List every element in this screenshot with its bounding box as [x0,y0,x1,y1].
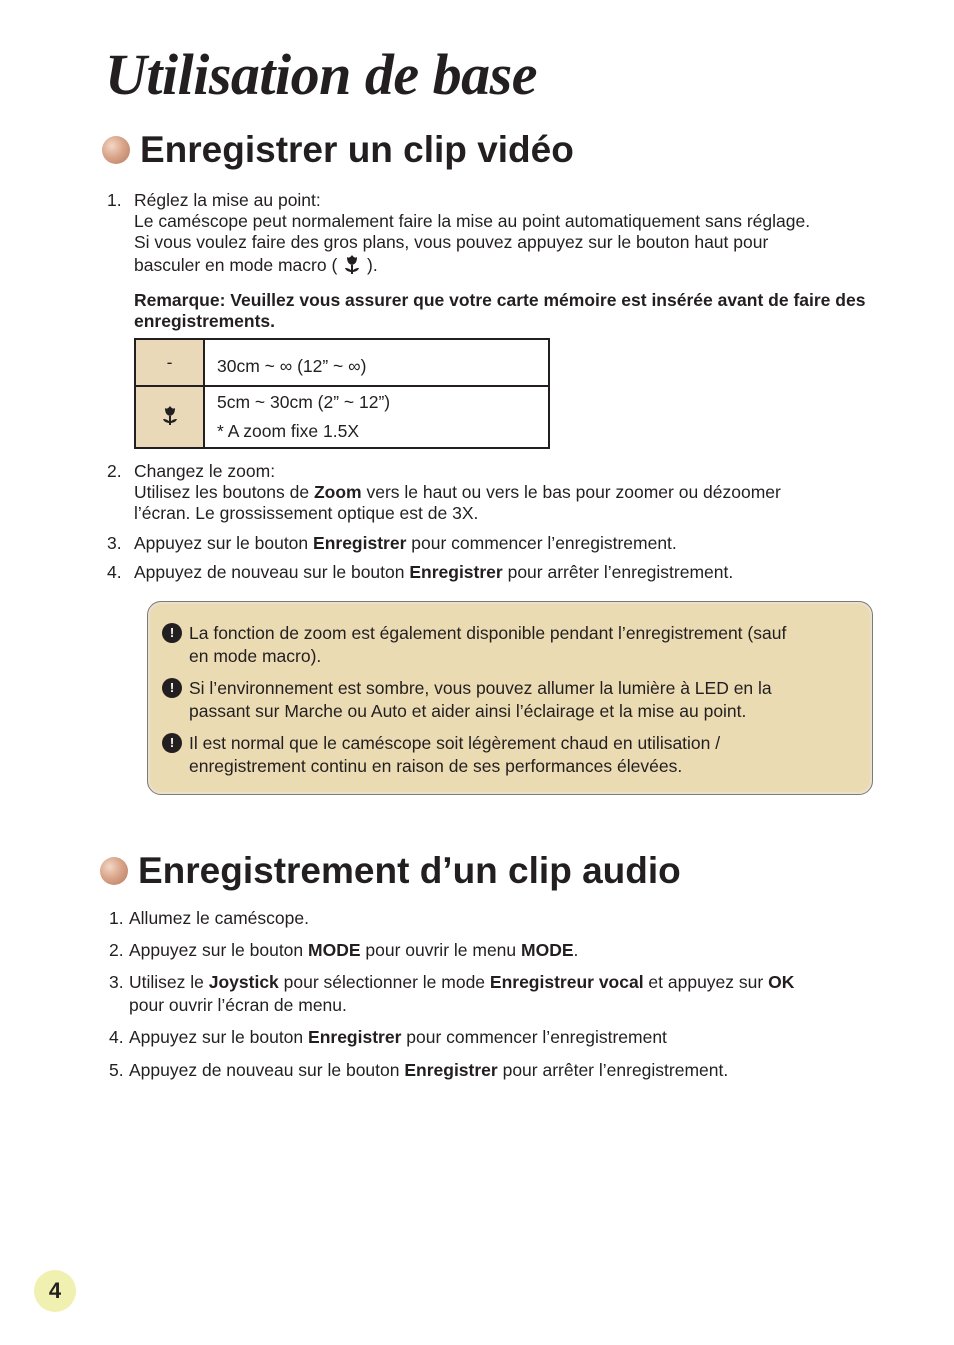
step-text: pour arrêter l’enregistrement. [497,1060,729,1080]
step-2-line [134,482,894,503]
step-bold: Enregistrer [308,1027,402,1047]
video-section-title: Enregistrer un clip vidéo [140,129,574,170]
exclamation-icon: ! [162,678,182,698]
audio-step-5 [109,1059,879,1082]
table-row [135,386,549,448]
step-text [129,971,879,994]
table-cell-note: * A zoom fixe 1.5X [217,421,360,441]
step-number: 5. [109,1060,124,1080]
step-number: 3. [109,972,124,992]
step-1-title: Réglez la mise au point: [134,190,321,210]
table-cell-value: 5cm ~ 30cm (2” ~ 12”) [217,392,391,412]
step-text: pour ouvrir le menu [360,940,522,960]
note-text: Si l’environnement est sombre, vous pouvez allumer la lumière à LED en la [189,678,772,698]
table-cell [204,386,549,448]
step-1-line: Le caméscope peut normalement faire la mise au point automatiquement sans réglage. [134,211,811,231]
macro-flower-icon [135,386,204,448]
step-text: pour arrêter l’enregistrement. [502,562,734,582]
step-text [129,939,879,962]
step-1-text: basculer en mode macro ( [134,255,338,275]
step-number: 1. [107,190,122,210]
step-1 [134,190,894,332]
step-text: Utilisez les boutons de [134,482,314,502]
step-bold: Joystick [208,972,279,992]
note-item [160,622,860,668]
step-text [129,1059,879,1082]
step-text: pour commencer l’enregistrement [401,1027,667,1047]
step-1-line [134,253,894,280]
section-bullet-icon [100,857,128,885]
normal-mode-icon: - [135,339,204,386]
audio-section-title: Enregistrement d’un clip audio [138,850,681,891]
audio-step-1 [109,907,879,930]
step-bold: MODE [521,940,574,960]
step-4 [134,562,894,583]
step-text [129,1026,879,1049]
step-bold: OK [768,972,795,992]
note-text: La fonction de zoom est également disponible pendant l’enregistrement (sauf [189,623,787,643]
audio-step-3 [109,971,879,1017]
table-cell: 30cm ~ ∞ (12” ~ ∞) [204,339,549,386]
macro-flower-icon [342,253,362,280]
note-text: en mode macro). [189,646,322,666]
note-item [160,677,860,723]
step-2-title: Changez le zoom: [134,461,276,481]
step-text: pour ouvrir l’écran de menu. [129,995,347,1015]
step-bold: Enregistrer [313,533,407,553]
step-text: Appuyez sur le bouton [134,533,314,553]
audio-step-2 [109,939,879,962]
step-text: pour commencer l’enregistrement. [406,533,677,553]
step-text: . [573,940,579,960]
step-number: 2. [109,940,124,960]
step-2-line: l’écran. Le grossissement optique est de 3X. [134,503,479,523]
step-3 [134,533,894,554]
step-text: pour sélectionner le mode [278,972,490,992]
step-bold: Zoom [313,482,362,502]
step-bold: Enregistrer [404,1060,498,1080]
step-text: Appuyez sur le bouton [129,940,309,960]
page-number: 4 [34,1270,76,1312]
audio-section-heading [100,849,681,893]
step-number: 2. [107,461,122,481]
step-1-line: Si vous voulez faire des gros plans, vous pouvez appuyez sur le bouton haut pour [134,232,769,252]
video-section-heading [102,128,574,172]
focus-range-table [134,338,550,449]
step-number: 4. [109,1027,124,1047]
note-text: enregistrement continu en raison de ses performances élevées. [189,756,683,776]
exclamation-icon: ! [162,623,182,643]
step-text: Appuyez de nouveau sur le bouton [129,1060,405,1080]
step-number: 1. [109,908,124,928]
step-bold: Enregistreur vocal [489,972,644,992]
note-text: Il est normal que le caméscope soit légèrement chaud en utilisation / [189,733,721,753]
remark-note: Remarque: Veuillez vous assurer que votre carte mémoire est insérée avant de faire des enregistrements. [134,290,866,331]
step-text: et appuyez sur [643,972,769,992]
step-text: Allumez le caméscope. [129,908,309,928]
step-bold: Enregistrer [409,562,503,582]
step-text: Appuyez de nouveau sur le bouton [134,562,410,582]
exclamation-icon: ! [162,733,182,753]
page-title: Utilisation de base [105,42,537,107]
step-bold: MODE [308,940,361,960]
note-text: passant sur Marche ou Auto et aider ainsi l’éclairage et la mise au point. [189,701,747,721]
step-2 [134,461,894,524]
table-row [135,339,549,386]
audio-step-4 [109,1026,879,1049]
step-text: vers le haut ou vers le bas pour zoomer ou dézoomer [361,482,781,502]
step-number: 3. [107,533,122,553]
section-bullet-icon [102,136,130,164]
step-text: Utilisez le [129,972,209,992]
note-item [160,732,860,778]
step-1-text: ). [367,255,378,275]
step-text: Appuyez sur le bouton [129,1027,309,1047]
step-number: 4. [107,562,122,582]
